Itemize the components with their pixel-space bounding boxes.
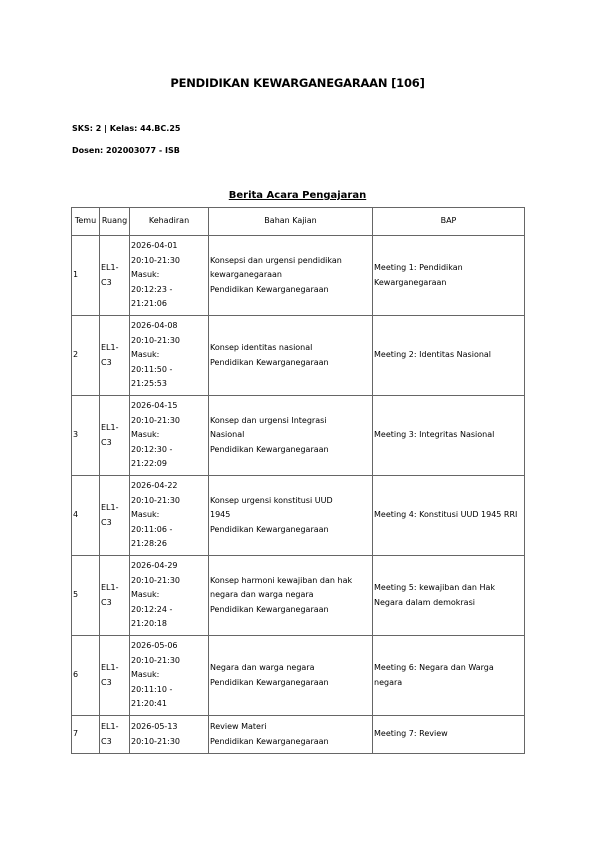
kehadiran-line: 20:11:50 -	[131, 364, 173, 374]
cell-bap: Meeting 4: Konstitusi UUD 1945 RRI	[373, 476, 525, 556]
cell-kehadiran	[130, 476, 209, 556]
table-row	[72, 396, 525, 476]
bahan-kajian-line: Negara dan warga negara	[210, 663, 315, 672]
bahan-kajian-line: kewarganegaraan	[210, 270, 282, 280]
kehadiran-line: 2026-04-08	[131, 321, 178, 331]
bahan-kajian-line: Pendidikan Kewarganegaraan	[210, 524, 329, 534]
cell-ruang: EL1-C3	[100, 476, 130, 556]
kehadiran-line: 20:11:10 -	[131, 684, 173, 694]
table-row	[72, 556, 525, 636]
cell-bap: Meeting 1: Pendidikan Kewarganegaraan	[373, 236, 525, 316]
bahan-kajian-line: Konsep dan urgensi Integrasi	[210, 415, 327, 425]
bap-table	[71, 207, 525, 754]
header-bap: BAP	[373, 208, 525, 236]
header-temu: Temu	[72, 208, 100, 236]
kehadiran-line: 20:11:06 -	[131, 524, 173, 534]
bahan-kajian-line: Pendidikan Kewarganegaraan	[210, 284, 329, 294]
cell-bahan-kajian	[209, 316, 373, 396]
kehadiran-line: 2026-04-15	[131, 401, 178, 411]
cell-temu: 2	[72, 316, 100, 396]
kehadiran-line: 20:12:30 -	[131, 444, 173, 454]
cell-kehadiran	[130, 396, 209, 476]
cell-ruang: EL1-C3	[100, 316, 130, 396]
cell-ruang: EL1-C3	[100, 556, 130, 636]
cell-bahan-kajian	[209, 556, 373, 636]
kehadiran-line: Masuk:	[131, 350, 160, 360]
table-row	[72, 636, 525, 716]
kehadiran-line: 21:22:09	[131, 459, 167, 469]
bahan-kajian-line: Nasional	[210, 430, 245, 440]
cell-bap: Meeting 3: Integritas Nasional	[373, 396, 525, 476]
cell-bap: Meeting 2: Identitas Nasional	[373, 316, 525, 396]
kehadiran-line: 2026-05-13	[131, 722, 178, 731]
bahan-kajian-line: Konsep identitas nasional	[210, 343, 313, 352]
kehadiran-line: 21:20:18	[131, 619, 167, 629]
kehadiran-line: 20:10-21:30	[131, 655, 180, 665]
cell-kehadiran	[130, 236, 209, 316]
kehadiran-line: 20:10-21:30	[131, 575, 180, 585]
kehadiran-line: 2026-05-06	[131, 641, 178, 651]
table-row	[72, 316, 525, 396]
cell-ruang: EL1-C3	[100, 636, 130, 716]
kehadiran-line: 20:10-21:30	[131, 255, 180, 265]
bahan-kajian-line: Konsep harmoni kewajiban dan hak	[210, 575, 353, 585]
cell-bahan-kajian	[209, 396, 373, 476]
page-title: PENDIDIKAN KEWARGANEGARAAN [106]	[170, 76, 425, 90]
bahan-kajian-line: 1945	[210, 510, 231, 520]
cell-bap: Meeting 7: Review	[373, 716, 525, 754]
cell-ruang: EL1-C3	[100, 236, 130, 316]
cell-bap: Meeting 5: kewajiban dan Hak Negara dalam demokrasi	[373, 556, 525, 636]
cell-temu: 3	[72, 396, 100, 476]
cell-temu: 4	[72, 476, 100, 556]
cell-kehadiran	[130, 556, 209, 636]
table-row	[72, 716, 525, 754]
table-row	[72, 236, 525, 316]
bahan-kajian-line: Review Materi	[210, 722, 267, 731]
kehadiran-line: 2026-04-01	[131, 241, 178, 251]
cell-temu: 6	[72, 636, 100, 716]
bahan-kajian-line: Pendidikan Kewarganegaraan	[210, 677, 329, 687]
kehadiran-line: 20:12:23 -	[131, 284, 173, 294]
kehadiran-line: 20:12:24 -	[131, 604, 173, 614]
section-title: Berita Acara Pengajaran	[228, 190, 367, 201]
course-meta-dosen: Dosen: 202003077 - ISB	[72, 146, 180, 155]
header-ruang: Ruang	[100, 208, 130, 236]
kehadiran-line: Masuk:	[131, 430, 160, 440]
header-kehadiran: Kehadiran	[130, 208, 209, 236]
cell-bap: Meeting 6: Negara dan Warga negara	[373, 636, 525, 716]
cell-bahan-kajian	[209, 636, 373, 716]
bahan-kajian-line: negara dan warga negara	[210, 590, 314, 600]
kehadiran-line: 20:10-21:30	[131, 736, 180, 746]
kehadiran-line: Masuk:	[131, 670, 160, 680]
bahan-kajian-line: Konsepsi dan urgensi pendidikan	[210, 255, 342, 265]
cell-temu: 1	[72, 236, 100, 316]
kehadiran-line: 20:10-21:30	[131, 495, 180, 505]
kehadiran-line: 2026-04-29	[131, 561, 178, 571]
kehadiran-line: Masuk:	[131, 270, 160, 280]
cell-ruang: EL1-C3	[100, 396, 130, 476]
bahan-kajian-line: Pendidikan Kewarganegaraan	[210, 357, 329, 367]
kehadiran-line: 21:25:53	[131, 379, 167, 389]
kehadiran-line: 21:21:06	[131, 299, 167, 309]
kehadiran-line: 21:20:41	[131, 699, 167, 709]
kehadiran-line: Masuk:	[131, 510, 160, 520]
bahan-kajian-line: Konsep urgensi konstitusi UUD	[210, 495, 333, 505]
kehadiran-line: 20:10-21:30	[131, 415, 180, 425]
kehadiran-line: 20:10-21:30	[131, 335, 180, 345]
kehadiran-line: 2026-04-22	[131, 481, 178, 491]
kehadiran-line: Masuk:	[131, 590, 160, 600]
cell-bahan-kajian	[209, 236, 373, 316]
kehadiran-line: 21:28:26	[131, 539, 167, 549]
header-bahan-kajian: Bahan Kajian	[209, 208, 373, 236]
bahan-kajian-line: Pendidikan Kewarganegaraan	[210, 604, 329, 614]
cell-temu: 5	[72, 556, 100, 636]
table-header-row	[72, 208, 525, 236]
cell-ruang: EL1-C3	[100, 716, 130, 754]
bahan-kajian-line: Pendidikan Kewarganegaraan	[210, 736, 329, 746]
bahan-kajian-line: Pendidikan Kewarganegaraan	[210, 444, 329, 454]
course-meta-sks: SKS: 2 | Kelas: 44.BC.25	[72, 124, 181, 133]
table-row	[72, 476, 525, 556]
cell-kehadiran	[130, 636, 209, 716]
cell-temu: 7	[72, 716, 100, 754]
cell-bahan-kajian	[209, 716, 373, 754]
cell-kehadiran	[130, 316, 209, 396]
cell-kehadiran	[130, 716, 209, 754]
cell-bahan-kajian	[209, 476, 373, 556]
